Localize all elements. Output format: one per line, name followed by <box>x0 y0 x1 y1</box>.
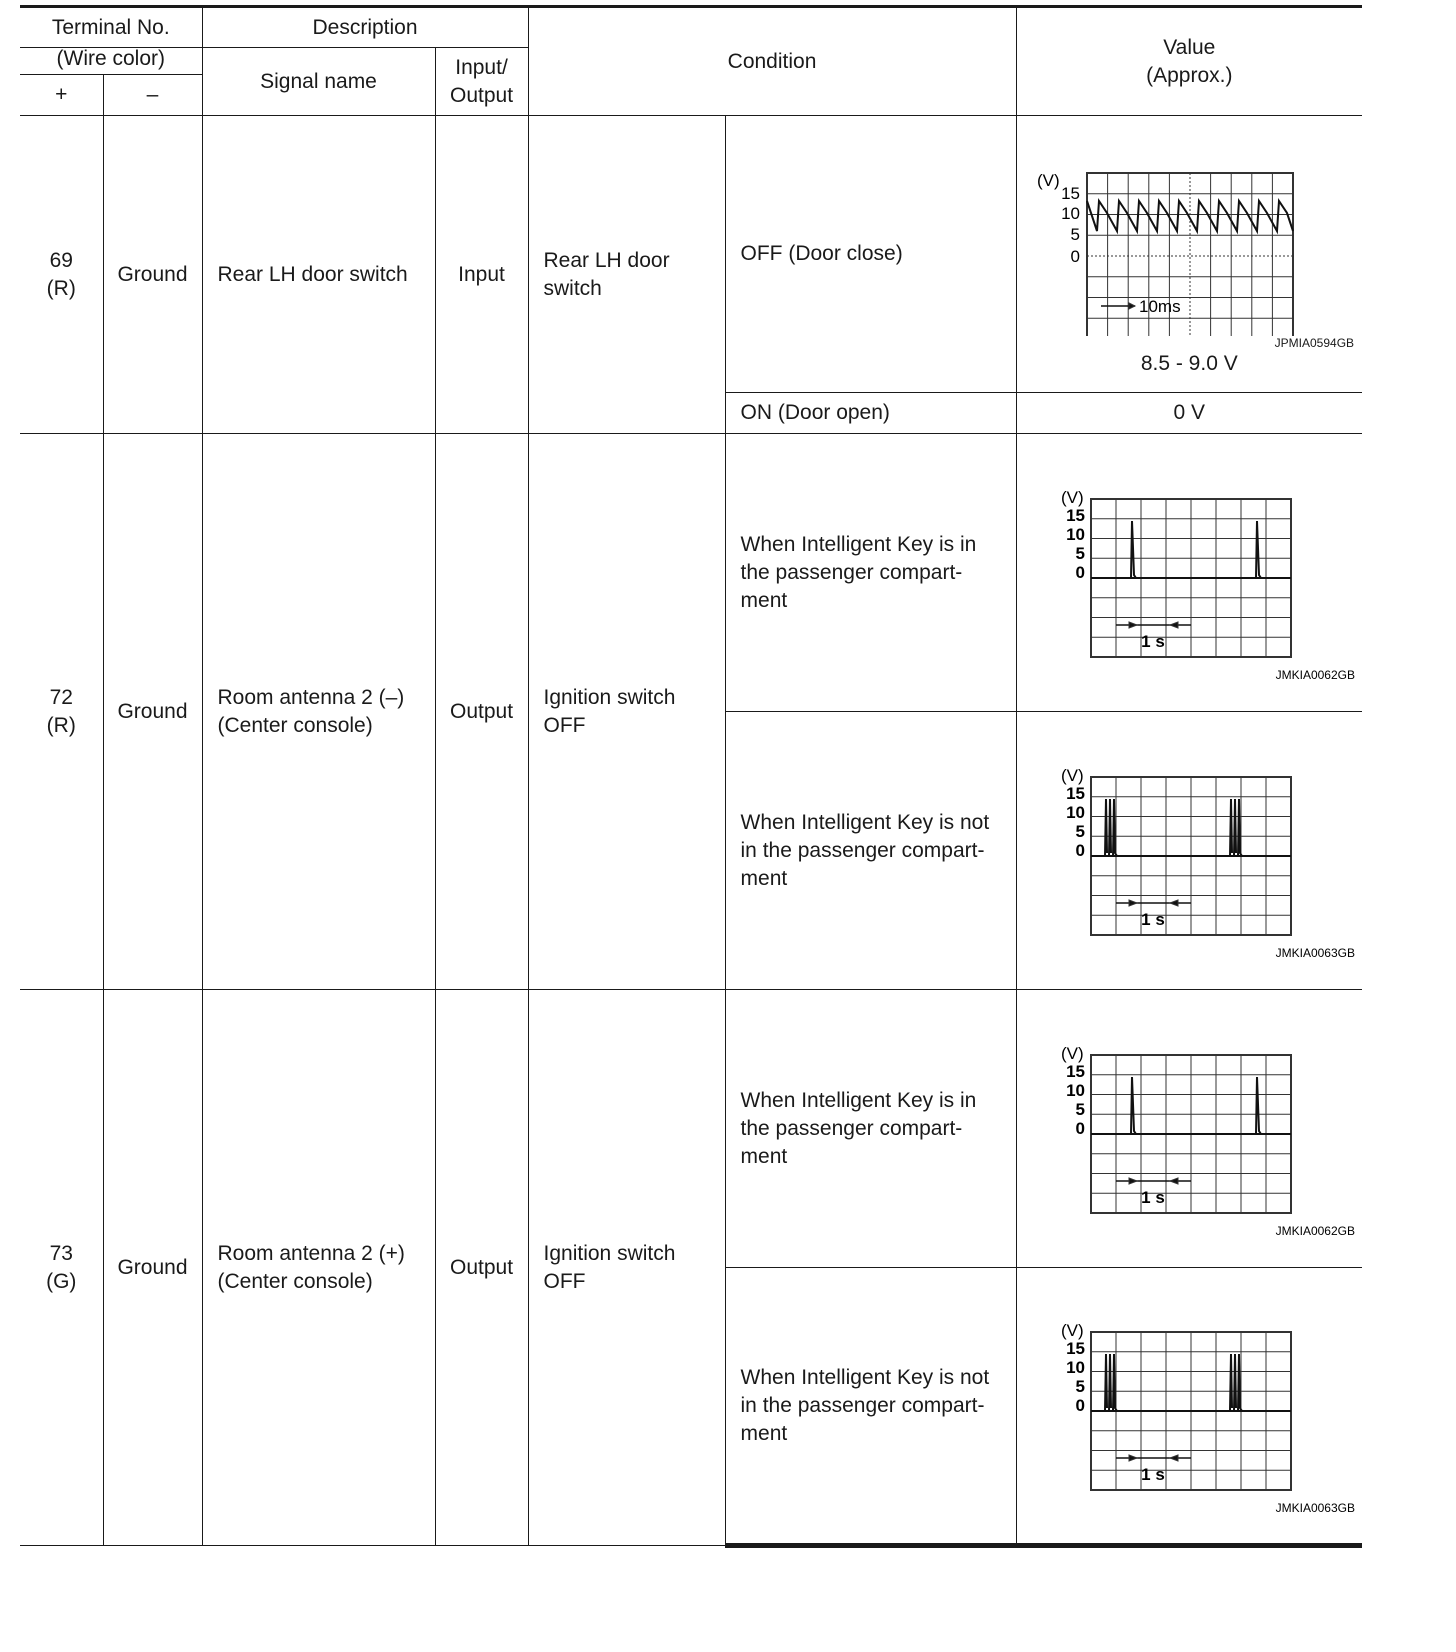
y-tick: 0 <box>1075 562 1085 582</box>
y-tick: 15 <box>1065 1338 1085 1358</box>
state-line: When Intelligent Key is in <box>740 532 977 556</box>
signal-cell <box>202 990 435 1546</box>
value-cell <box>1016 434 1362 712</box>
y-tick: 5 <box>1075 1099 1085 1119</box>
state-line: ment <box>740 1421 788 1445</box>
y-tick: 15 <box>1065 783 1085 803</box>
signal-location: (Center console) <box>217 1269 373 1293</box>
y-tick: 10 <box>1060 203 1080 223</box>
time-division-label: 10ms <box>1138 296 1181 316</box>
signal-cell <box>202 116 435 434</box>
terminal-number: 72 <box>49 685 73 709</box>
signal-location: (Center console) <box>217 713 373 737</box>
value-cell <box>1016 116 1362 393</box>
y-unit: (V) <box>1060 1043 1084 1063</box>
y-tick: 15 <box>1065 505 1085 525</box>
terminal-cell <box>20 434 103 990</box>
state-line: ment <box>740 1144 788 1168</box>
state-text: ON (Door open) <box>740 401 890 424</box>
ground-cell <box>103 990 202 1546</box>
wire-color-header <box>20 48 202 75</box>
state-line: in the passenger compart- <box>740 838 985 862</box>
state-line: When Intelligent Key is in <box>740 1088 977 1112</box>
terminal-number: 73 <box>49 1241 73 1265</box>
io-header <box>435 48 528 116</box>
state-cell <box>725 116 1016 393</box>
terminal-number: 69 <box>49 248 73 272</box>
wire-color-label: (Wire color) <box>56 47 165 70</box>
condition-header <box>528 7 1016 116</box>
condition-line2: OFF <box>543 1269 586 1293</box>
signal-name: Rear LH door switch <box>217 262 408 286</box>
value-cell <box>1016 712 1362 990</box>
y-unit: (V) <box>1060 487 1084 507</box>
time-division-label: 1 s <box>1140 1464 1165 1484</box>
state-cell <box>725 990 1016 1268</box>
y-tick: 5 <box>1075 1376 1085 1396</box>
figure-code: JPMIA0594GB <box>1274 335 1355 350</box>
state-cell <box>725 1268 1016 1546</box>
value-approx-label: (Approx.) <box>1146 63 1233 87</box>
value-text: 0 V <box>1173 401 1206 424</box>
figure-code: JMKIA0063GB <box>1275 945 1355 960</box>
header-row-1 <box>20 7 1362 48</box>
signal-name: Room antenna 2 (–) <box>217 685 405 709</box>
y-unit: (V) <box>1060 765 1084 785</box>
state-line: ment <box>740 588 788 612</box>
io-cell <box>435 990 528 1546</box>
signal-name-label: Signal name <box>260 69 377 93</box>
io-label-line2: Output <box>449 83 514 107</box>
terminal-cell <box>20 990 103 1546</box>
condition-label: Condition <box>727 49 817 73</box>
value-label: Value <box>1163 35 1216 59</box>
state-line: When Intelligent Key is not <box>740 810 990 834</box>
y-tick: 10 <box>1065 1080 1085 1100</box>
terminal-no-label: Terminal No. <box>51 15 170 39</box>
terminal-spec-table <box>20 5 1362 1548</box>
pulse-trace <box>1256 521 1261 578</box>
y-tick: 15 <box>1065 1061 1085 1081</box>
time-division-label: 1 s <box>1140 909 1165 929</box>
io-value: Output <box>449 699 514 723</box>
condition-cell <box>528 116 725 434</box>
value-cell <box>1016 393 1362 434</box>
pulse-trace <box>1131 1077 1136 1134</box>
y-tick: 10 <box>1065 802 1085 822</box>
y-tick: 15 <box>1060 183 1080 203</box>
waveform-key-in <box>1017 1019 1363 1239</box>
state-line: ment <box>740 866 788 890</box>
condition-cell <box>528 990 725 1546</box>
figure-code: JMKIA0063GB <box>1275 1500 1355 1515</box>
state-text: OFF (Door close) <box>740 242 903 265</box>
wire-color: (R) <box>46 713 76 737</box>
signal-name-header <box>202 48 435 116</box>
y-tick: 10 <box>1065 1357 1085 1377</box>
pulse-trace <box>1256 1077 1261 1134</box>
state-cell <box>725 393 1016 434</box>
io-cell <box>435 434 528 990</box>
state-line: in the passenger compart- <box>740 1393 985 1417</box>
y-tick: 5 <box>1070 224 1080 244</box>
waveform-key-not-in <box>1017 1296 1363 1516</box>
pulse-trace <box>1131 521 1136 578</box>
ground-cell <box>103 116 202 434</box>
condition-line2: OFF <box>543 713 586 737</box>
value-cell <box>1016 990 1362 1268</box>
io-cell <box>435 116 528 434</box>
pulse-burst-trace <box>1105 1354 1117 1411</box>
condition-line2: switch <box>543 276 602 300</box>
description-label: Description <box>312 15 418 39</box>
signal-name: Room antenna 2 (+) <box>217 1241 405 1265</box>
pulse-burst-trace <box>1105 799 1117 856</box>
condition-cell <box>528 434 725 990</box>
value-cell <box>1016 1268 1362 1546</box>
y-unit: (V) <box>1060 1320 1084 1340</box>
plus-label: + <box>55 83 68 106</box>
y-tick: 0 <box>1075 840 1085 860</box>
y-tick: 5 <box>1075 821 1085 841</box>
terminal-no-header <box>20 7 202 48</box>
ground-cell <box>103 434 202 990</box>
y-tick: 0 <box>1075 1118 1085 1138</box>
y-tick: 0 <box>1075 1395 1085 1415</box>
waveform-key-in <box>1017 463 1363 683</box>
value-text: 8.5 - 9.0 V <box>1140 351 1238 375</box>
state-line: When Intelligent Key is not <box>740 1365 990 1389</box>
waveform-key-not-in <box>1017 741 1363 961</box>
pulse-burst-trace <box>1230 799 1242 856</box>
condition-line1: Rear LH door <box>543 248 670 272</box>
y-tick: 0 <box>1070 246 1080 266</box>
wire-color: (G) <box>46 1269 77 1293</box>
state-line: the passenger compart- <box>740 1116 963 1140</box>
terminal-cell <box>20 116 103 434</box>
state-line: the passenger compart- <box>740 560 963 584</box>
minus-header <box>103 75 202 116</box>
condition-line1: Ignition switch <box>543 685 676 709</box>
waveform-door-switch <box>1017 131 1363 336</box>
value-header <box>1016 7 1362 116</box>
condition-line1: Ignition switch <box>543 1241 676 1265</box>
signal-cell <box>202 434 435 990</box>
minus-label: – <box>146 83 159 106</box>
wire-color: (R) <box>46 276 76 300</box>
pulse-burst-trace <box>1230 1354 1242 1411</box>
state-cell <box>725 434 1016 712</box>
time-division-label: 1 s <box>1140 1187 1165 1207</box>
plus-header <box>20 75 103 116</box>
row-terminal-69 <box>20 116 1362 393</box>
io-value: Output <box>449 1255 514 1279</box>
y-unit: (V) <box>1036 170 1060 190</box>
ground-label: Ground <box>117 699 188 723</box>
state-cell <box>725 712 1016 990</box>
ground-label: Ground <box>117 262 188 286</box>
description-header <box>202 7 528 48</box>
time-division-label: 1 s <box>1140 631 1165 651</box>
figure-code: JMKIA0062GB <box>1275 1223 1355 1238</box>
row-terminal-73 <box>20 990 1362 1268</box>
ground-label: Ground <box>117 1255 188 1279</box>
io-label-line1: Input/ <box>455 55 508 79</box>
io-value: Input <box>458 262 505 286</box>
y-tick: 5 <box>1075 543 1085 563</box>
y-tick: 10 <box>1065 524 1085 544</box>
row-terminal-72 <box>20 434 1362 712</box>
figure-code: JMKIA0062GB <box>1275 667 1355 682</box>
